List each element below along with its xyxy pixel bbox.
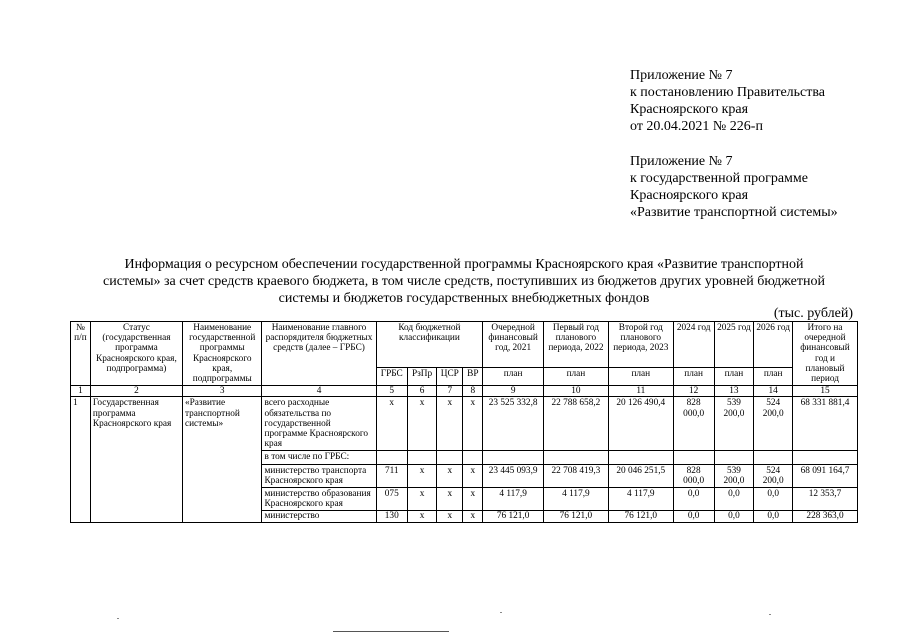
value-cell: 0,0 — [754, 511, 793, 522]
value-cell: 76 121,0 — [483, 511, 544, 522]
table-row — [71, 397, 858, 451]
appendix-line: Красноярского края — [630, 102, 749, 117]
code-cell: х — [407, 464, 436, 487]
header-year: 2025 год — [714, 322, 754, 368]
header-plan: план — [754, 368, 793, 386]
appendix-line: Приложение № 7 — [630, 68, 733, 83]
header-plan: план — [543, 368, 608, 386]
grbs-cell: министерство транспорта Красноярского края — [262, 464, 376, 487]
header-plan: план — [483, 368, 544, 386]
code-cell: х — [437, 397, 463, 451]
header-plan: план — [608, 368, 673, 386]
code-cell — [407, 451, 436, 464]
code-cell — [463, 451, 483, 464]
header-year: Второй год планового периода, 2023 — [608, 322, 673, 368]
code-cell: х — [376, 397, 407, 451]
value-cell: 0,0 — [673, 488, 714, 511]
scan-speck — [769, 614, 771, 615]
code-cell: х — [407, 511, 436, 522]
value-cell: 828 000,0 — [673, 464, 714, 487]
value-cell — [714, 451, 754, 464]
column-number: 5 — [376, 386, 407, 397]
header-code: Код бюджетной классификации — [376, 322, 483, 368]
column-number: 3 — [182, 386, 262, 397]
code-cell: 711 — [376, 464, 407, 487]
value-cell: 0,0 — [714, 511, 754, 522]
column-number: 13 — [714, 386, 754, 397]
value-cell — [793, 451, 858, 464]
header-code-rzpr: РзПр — [407, 368, 436, 386]
header-name: Наименование государственной программы Красноярского края, подпрограммы — [182, 322, 262, 386]
column-number: 10 — [543, 386, 608, 397]
column-number: 2 — [90, 386, 182, 397]
value-cell: 76 121,0 — [608, 511, 673, 522]
value-cell: 524 200,0 — [754, 464, 793, 487]
header-grbs-name: Наименование главного распорядителя бюджетных средств (далее – ГРБС) — [262, 322, 376, 386]
value-cell — [754, 451, 793, 464]
column-number: 11 — [608, 386, 673, 397]
code-cell: х — [437, 464, 463, 487]
appendix-line: от 20.04.2021 № 226-п — [630, 119, 763, 134]
value-cell: 4 117,9 — [608, 488, 673, 511]
value-cell: 0,0 — [754, 488, 793, 511]
value-cell: 539 200,0 — [714, 464, 754, 487]
header-plan: план — [714, 368, 754, 386]
value-cell: 4 117,9 — [483, 488, 544, 511]
value-cell: 539 200,0 — [714, 397, 754, 451]
header-code-csr: ЦСР — [437, 368, 463, 386]
value-cell — [608, 451, 673, 464]
header-code-grbs: ГРБС — [376, 368, 407, 386]
title-line: системы» за счет средств краевого бюджета, в том числе средств, поступивших из бюджетов других уровней бюджетной — [102, 274, 825, 289]
code-cell: х — [463, 511, 483, 522]
appendix-block-program — [630, 153, 838, 221]
code-cell: х — [463, 397, 483, 451]
value-cell: 828 000,0 — [673, 397, 714, 451]
value-cell: 76 121,0 — [543, 511, 608, 522]
program-status: Государственная программа Красноярского края — [90, 397, 182, 522]
value-cell: 12 353,7 — [793, 488, 858, 511]
value-cell — [483, 451, 544, 464]
code-cell: х — [437, 511, 463, 522]
appendix-line: Красноярского края — [630, 188, 749, 203]
header-plan: план — [673, 368, 714, 386]
header-year: 2024 год — [673, 322, 714, 368]
appendix-block-resolution — [630, 67, 825, 135]
appendix-line: Приложение № 7 — [630, 154, 733, 169]
code-cell: х — [407, 397, 436, 451]
header-total: Итого на очередной финансовый год и плановый период — [793, 322, 858, 386]
header-year: Очередной финансовый год, 2021 — [483, 322, 544, 368]
code-cell: 075 — [376, 488, 407, 511]
column-number-row — [71, 386, 858, 397]
column-number: 9 — [483, 386, 544, 397]
value-cell: 20 046 251,5 — [608, 464, 673, 487]
scan-speck — [117, 618, 119, 619]
grbs-cell: в том числе по ГРБС: — [262, 451, 376, 464]
value-cell: 23 525 332,8 — [483, 397, 544, 451]
appendix-line: к постановлению Правительства — [630, 85, 826, 100]
value-cell: 0,0 — [673, 511, 714, 522]
resource-table — [70, 321, 858, 523]
code-cell: х — [463, 464, 483, 487]
column-number: 7 — [437, 386, 463, 397]
value-cell: 0,0 — [714, 488, 754, 511]
column-number: 4 — [262, 386, 376, 397]
code-cell: х — [437, 488, 463, 511]
code-cell: х — [463, 488, 483, 511]
value-cell: 524 200,0 — [754, 397, 793, 451]
value-cell: 23 445 093,9 — [483, 464, 544, 487]
scan-speck — [500, 612, 502, 613]
value-cell: 228 363,0 — [793, 511, 858, 522]
units-label: (тыс. рублей) — [773, 306, 853, 321]
header-num: № п/п — [71, 322, 91, 386]
program-name: «Развитие транспортной системы» — [182, 397, 262, 522]
code-cell: 130 — [376, 511, 407, 522]
header-code-vr: ВР — [463, 368, 483, 386]
value-cell — [543, 451, 608, 464]
appendix-line: к государственной программе — [630, 171, 808, 186]
title-line: Информация о ресурсном обеспечении государственной программы Красноярского края «Развитие транспортной — [124, 257, 804, 272]
title-line: системы и бюджетов государственных внебюджетных фондов — [278, 291, 650, 306]
footer-divider — [333, 631, 449, 632]
column-number: 1 — [71, 386, 91, 397]
header-year: Первый год планового периода, 2022 — [543, 322, 608, 368]
value-cell: 22 708 419,3 — [543, 464, 608, 487]
document-title — [60, 256, 868, 307]
appendix-line: «Развитие транспортной системы» — [630, 205, 838, 220]
program-num: 1 — [71, 397, 91, 522]
value-cell: 68 331 881,4 — [793, 397, 858, 451]
header-status: Статус (государственная программа Красноярского края, подпрограмма) — [90, 322, 182, 386]
header-year: 2026 год — [754, 322, 793, 368]
code-cell: х — [407, 488, 436, 511]
grbs-cell: всего расходные обязательства по государственной программе Красноярского края — [262, 397, 376, 451]
column-number: 6 — [407, 386, 436, 397]
grbs-cell: министерство образования Красноярского края — [262, 488, 376, 511]
value-cell — [673, 451, 714, 464]
value-cell: 20 126 490,4 — [608, 397, 673, 451]
value-cell: 4 117,9 — [543, 488, 608, 511]
column-number: 8 — [463, 386, 483, 397]
code-cell — [437, 451, 463, 464]
column-number: 15 — [793, 386, 858, 397]
column-number: 14 — [754, 386, 793, 397]
value-cell: 22 788 658,2 — [543, 397, 608, 451]
grbs-cell: министерство — [262, 511, 376, 522]
header-row — [71, 322, 858, 368]
code-cell — [376, 451, 407, 464]
column-number: 12 — [673, 386, 714, 397]
value-cell: 68 091 164,7 — [793, 464, 858, 487]
